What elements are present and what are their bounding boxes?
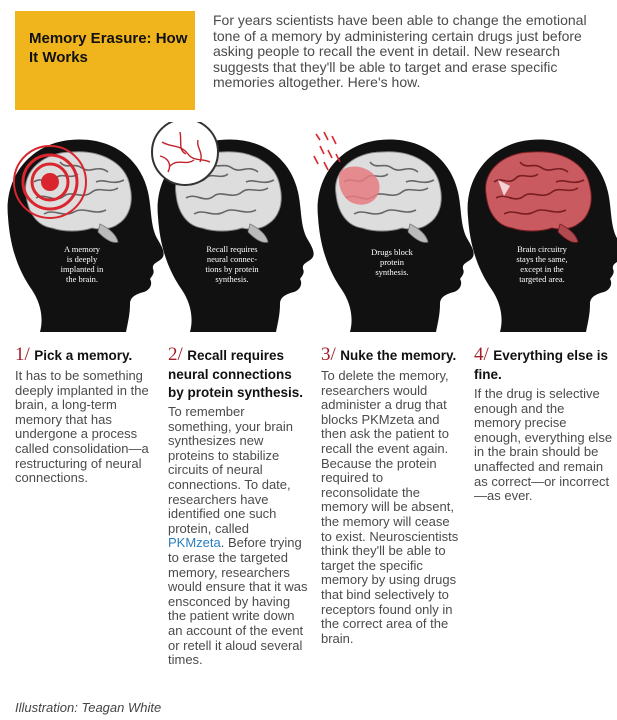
caption-1-line-4: the brain. <box>65 274 99 284</box>
caption-3-line-1: Drugs block <box>371 247 413 257</box>
caption-4-line-2: stays the same, <box>516 254 568 264</box>
head-illustrations <box>0 122 617 332</box>
caption-2-line-3: tions by protein <box>205 264 259 274</box>
step-3-number: 3/ <box>321 344 336 365</box>
step-1-body: It has to be something deeply implanted in the brain, a long-term memory that has undergone a process called consolidation—a restructuring of neural connections. <box>15 368 149 486</box>
illustration-credit: Illustration: Teagan White <box>15 700 162 715</box>
step-3-body: To delete the memory, researchers would administer a drug that blocks PKMzeta and then ask the patient to recall the event again. Because the protein required to reconsolidate the memory will be absent, the memory will cease to exist. Neuroscientists think they'll be able to target the specific memory by using drugs that bind selectively to receptors found only in the correct area of the brain. <box>321 368 459 646</box>
intro-text: For years scientists have been able to change the emotional tone of a memory by administering certain drugs just before asking people to recall the event in detail. New research suggests that they'll be able to target and erase specific memories altogether. Here's how. <box>213 12 587 90</box>
step-4-body: If the drug is selective enough and the memory precise enough, everything else in the brain should be unaffected and remain as correct—or incorrect—as ever. <box>474 386 613 504</box>
step-4 <box>474 344 614 504</box>
caption-1-line-2: is deeply <box>66 254 98 264</box>
neuron-magnifier-icon <box>152 122 218 185</box>
caption-3-line-2: protein <box>379 257 405 267</box>
head-2-illustration <box>152 122 314 332</box>
title-box <box>15 11 195 110</box>
head-3-illustration <box>314 132 474 332</box>
step-1-heading: Pick a memory. <box>34 348 133 363</box>
step-1-number: 1/ <box>15 344 30 365</box>
infographic-title: Memory Erasure: How It Works <box>29 30 188 66</box>
illustration-row <box>0 122 617 332</box>
caption-2-line-2: neural connec- <box>206 254 258 264</box>
step-4-heading: Everything else is fine. <box>474 348 609 382</box>
step-2 <box>168 344 308 668</box>
caption-1 <box>61 244 104 284</box>
caption-4-line-4: targeted area. <box>519 274 565 284</box>
caption-1-line-1: A memory <box>63 244 101 254</box>
pkmzeta-link[interactable]: PKMzeta <box>168 535 221 551</box>
step-3-heading: Nuke the memory. <box>340 348 457 363</box>
caption-4-line-1: Brain circuitry <box>517 244 567 254</box>
caption-4 <box>516 244 567 284</box>
step-2-body <box>168 405 308 668</box>
caption-4-line-3: except in the <box>520 264 564 274</box>
head-1-illustration <box>8 140 164 332</box>
caption-3-line-3: synthesis. <box>375 267 409 277</box>
step-1 <box>15 344 155 486</box>
caption-1-line-3: implanted in <box>60 264 104 274</box>
caption-2-line-1: Recall requires <box>206 244 258 254</box>
head-4-illustration <box>468 140 617 332</box>
step-2-body-part-2: . Before trying to erase the targeted memory, researchers would ensure that it was ensconced by having the patient write down an account of the event or retell it aloud several times. <box>168 535 308 668</box>
step-3 <box>321 344 461 646</box>
step-2-body-part-1: To remember something, your brain synthesizes new proteins to stabilize circuits of neural connections. To date, researchers have identified one such protein, called <box>168 404 294 536</box>
caption-2-line-4: synthesis. <box>215 274 249 284</box>
step-2-number: 2/ <box>168 344 183 365</box>
step-4-number: 4/ <box>474 344 489 365</box>
step-2-heading: Recall requires neural connections by protein synthesis. <box>168 348 304 400</box>
